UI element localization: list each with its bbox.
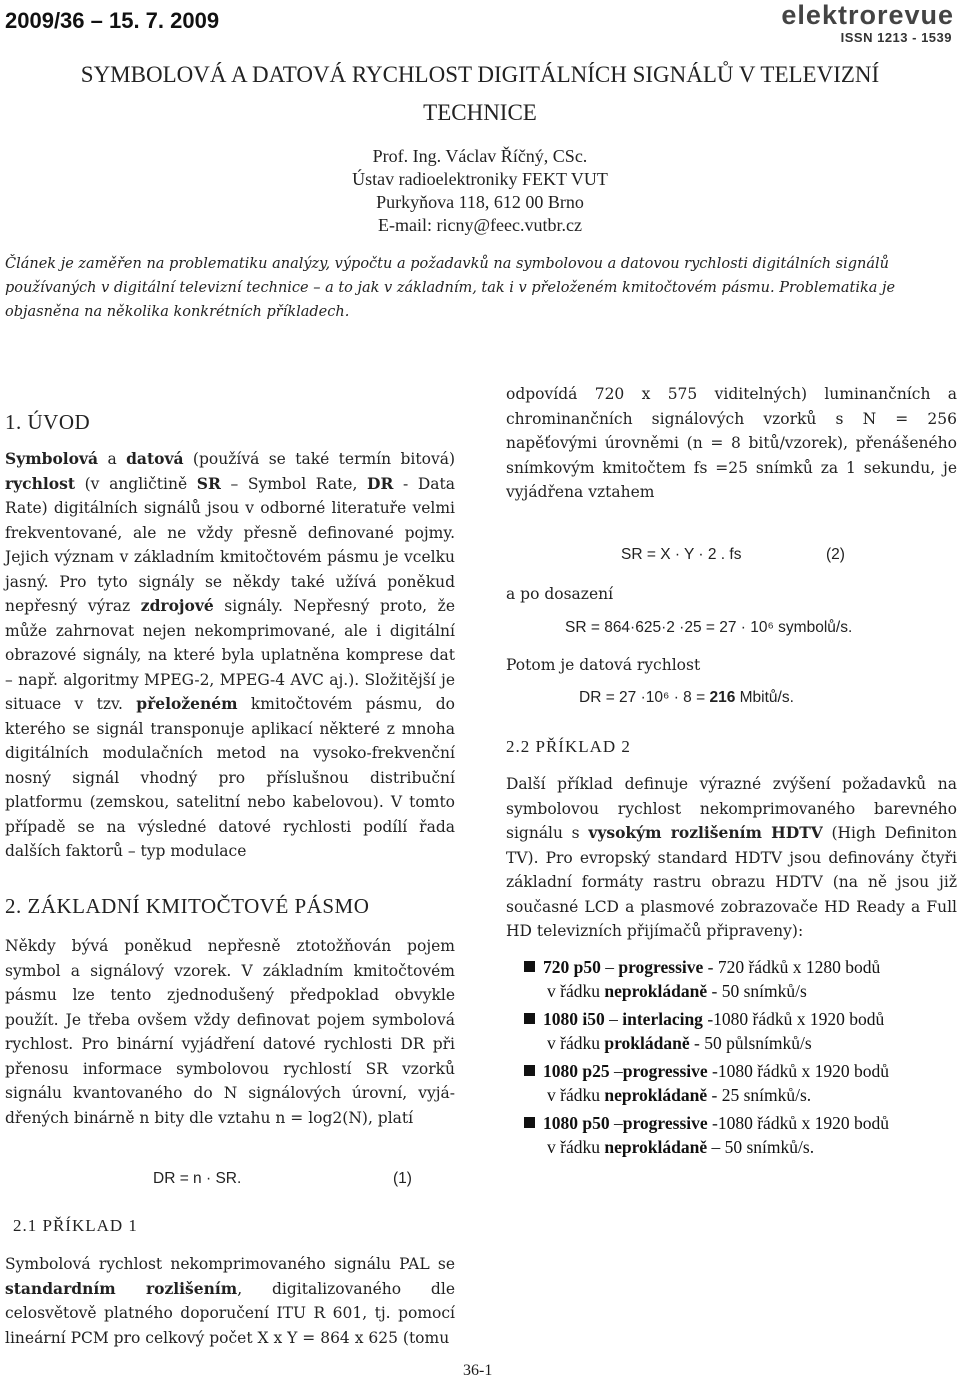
term-zdrojove: zdrojové (140, 596, 214, 615)
text-span: (používá se také termín bitová) (183, 450, 455, 468)
dash: – (609, 1113, 623, 1133)
format-rate: – 50 snímků/s. (707, 1137, 815, 1157)
section-2-heading: 2. ZÁKLADNÍ KMITOČTOVÉ PÁSMO (5, 894, 370, 918)
format-interlace: prokládaně (604, 1033, 690, 1053)
format-resolution: - 720 řádků x 1280 bodů (703, 957, 881, 977)
issue-header: 2009/36 – 15. 7. 2009 (5, 8, 220, 33)
equation-3: SR = 864·625·2 ·25 = 27 · 10⁶ symbolů/s. (565, 619, 853, 636)
text-span: signály. Nepřesný proto, že může zahrnovat nejen nekomprimované, ale i digitální obrazové signály, na které byla uplatněna komprese dat – např. algoritmy MPEG-2, MPEG-4 AVC aj.). Složitější je situace v tzv. (5, 597, 455, 713)
abstract: Článek je zaměřen na problematiku analýzy, výpočtu a požadavků na symbolovou a datovou rychlosti digitálních signálů používaných v digitální televizní technice – a to jak v základním, tak i v přeloženém kmitočtovém pásmu. Problematika je objasněna na několika konkrétních příkladech. (5, 256, 896, 320)
text-span: – Symbol Rate, (220, 474, 368, 493)
format-code: 1080 p50 (543, 1113, 610, 1133)
right-paragraph-1: odpovídá 720 x 575 viditelných) luminančních a chrominančních signálových vzorků s N = 256 napěťovými úrovněmi (n = 8 bitů/vzorek), přenášeného snímkovým kmitočtem fs =25 snímků za 1 sekundu, je vyjádřena vztahem (506, 385, 957, 501)
text-span: kmitočtovém pásmu, do kterého se signál transponuje aplikací některé z mnoha digitálních modulačních metod na vysoko-frekvenční nosný signál vhodný pro příslušnou distribuční platformu (zemskou, satelitní nebo kabelovou). V tomto případě se na výsledné datové rychlosti podílí řada dalších faktorů – typ modulace (5, 695, 455, 860)
format-scan: progressive (622, 1113, 708, 1133)
equation-2-number: (2) (826, 546, 845, 563)
term-rychlost: rychlost (5, 473, 75, 493)
term-prelozenem: přeloženém (136, 694, 238, 713)
square-bullet-icon (524, 1117, 535, 1128)
eq4-result: 216 (709, 689, 736, 706)
text-span: Další příklad definuje výrazné zvýšení požadavků na symbolovou rychlost nekomprimovaného barevného signálu s (506, 775, 957, 842)
format-rate: - 25 snímků/s. (707, 1085, 812, 1105)
eq4-unit: Mbitů/s. (735, 689, 794, 706)
text-span: v řádku (547, 1085, 605, 1105)
format-item (524, 1007, 889, 1055)
article-title-line1: SYMBOLOVÁ A DATOVÁ RYCHLOST DIGITÁLNÍCH SIGNÁLŮ V TELEVIZNÍ (80, 62, 880, 87)
text-span: - Data Rate) digitálních signálů jsou v odborné literatuře velmi frekventované, ale ne vždy přesně definované pojmy. Jejich význam v základním kmitočtovém pásmu je vcelku jasný. Pro tyto signály se někdy také užívá poněkud nepřesný výraz (5, 474, 456, 615)
text-span: (High Definiton TV). Pro evropský standard HDTV jsou definovány čtyři základní formáty rastru obrazu HDTV (na ně jsou již současné LCD a plasmové zobrazovače HD Ready a Full HD televizních přijímačů připraveny): (506, 824, 957, 940)
format-list (524, 955, 889, 1159)
section-1-paragraph (5, 447, 455, 864)
term-dr: DR (367, 473, 394, 493)
issn-label: ISSN 1213 - 1539 (840, 30, 952, 45)
text-span: (v angličtině (75, 474, 197, 493)
dash: – (609, 1061, 623, 1081)
then-data-rate: Potom je datová rychlost (506, 656, 701, 674)
author-institute: Ústav radioelektroniky FEKT VUT (352, 169, 608, 189)
format-resolution: -1080 řádků x 1920 bodů (707, 1113, 889, 1133)
term-standardnim-rozlisenim: standardním rozlišením (5, 1278, 238, 1298)
section-2-1-heading: 2.1 PŘÍKLAD 1 (13, 1216, 138, 1235)
term-datova: datová (126, 449, 184, 468)
format-item (524, 955, 889, 1003)
eq4-part: DR = 27 ·10⁶ · 8 = (579, 689, 710, 706)
after-substitution: a po dosazení (506, 585, 614, 603)
term-sr: SR (196, 473, 221, 493)
format-code: 1080 i50 (543, 1009, 605, 1029)
square-bullet-icon (524, 1065, 535, 1076)
term-hdtv: vysokým rozlišením HDTV (588, 823, 823, 842)
article-title-line2: TECHNICE (423, 100, 537, 125)
author-address: Purkyňova 118, 612 00 Brno (376, 192, 584, 212)
author-name: Prof. Ing. Václav Říčný, CSc. (372, 146, 588, 166)
format-scan: progressive (622, 1061, 708, 1081)
section-2-paragraph: Někdy bývá poněkud nepřesně ztotožňován pojem symbol a signálový vzorek. V základním kmitočtovém pásmu lze tento zjednodušený předpoklad obvykle použít. Je třeba ovšem vždy definovat pojem symbolová rychlost. Pro binární vyjádření datové rychlosti DR při přenosu informace symbolovou rychlostí SR vzorků signálu kvantovaného do N signálových úrovní, vyjá-dřených binárně n bity dle vztahu n = log2(N), platí (5, 937, 455, 1127)
text-span: v řádku (547, 1033, 605, 1053)
text-span: a (98, 450, 127, 468)
format-interlace: neprokládaně (604, 1085, 708, 1105)
format-interlace: neprokládaně (604, 1137, 708, 1157)
equation-1-number: (1) (393, 1170, 412, 1187)
format-scan: progressive (618, 957, 704, 977)
equation-4 (579, 689, 794, 707)
format-scan: interlacing (622, 1009, 703, 1029)
format-item (524, 1111, 889, 1159)
format-interlace: neprokládaně (604, 981, 708, 1001)
elektrorevue-logo (732, 0, 954, 45)
logo-text: elektrorevue (781, 0, 954, 30)
term-symbolova: Symbolová (5, 449, 99, 468)
section-2-1-paragraph (5, 1252, 455, 1350)
equation-1: DR = n · SR. (153, 1170, 242, 1187)
section-2-2-heading: 2.2 PŘÍKLAD 2 (506, 737, 631, 756)
format-resolution: -1080 řádků x 1920 bodů (707, 1061, 889, 1081)
format-resolution: -1080 řádků x 1920 bodů (702, 1009, 885, 1029)
author-email: E-mail: ricny@feec.vutbr.cz (378, 215, 582, 235)
format-code: 720 p50 (543, 957, 601, 977)
text-span: v řádku (547, 1137, 605, 1157)
section-2-2-paragraph (506, 772, 957, 944)
page-number: 36-1 (463, 1362, 493, 1379)
text-span: , digitalizovaného dle celosvětově platného doporučení ITU R 601, tj. pomocí lineární PCM pro celkový počet X x Y = 864 x 625 (tomu (5, 1279, 455, 1347)
square-bullet-icon (524, 961, 535, 972)
text-span: Symbolová rychlost nekomprimovaného signálu PAL se (5, 1255, 455, 1273)
format-rate: - 50 půlsnímků/s (689, 1033, 812, 1053)
dash: – (600, 957, 619, 977)
square-bullet-icon (524, 1013, 535, 1024)
text-span: v řádku (547, 981, 605, 1001)
format-code: 1080 p25 (543, 1061, 610, 1081)
equation-2: SR = X · Y · 2 . fs (621, 546, 742, 563)
format-item (524, 1059, 889, 1107)
section-1-heading: 1. ÚVOD (5, 410, 91, 434)
format-rate: - 50 snímků/s (707, 981, 807, 1001)
dash: – (604, 1009, 623, 1029)
